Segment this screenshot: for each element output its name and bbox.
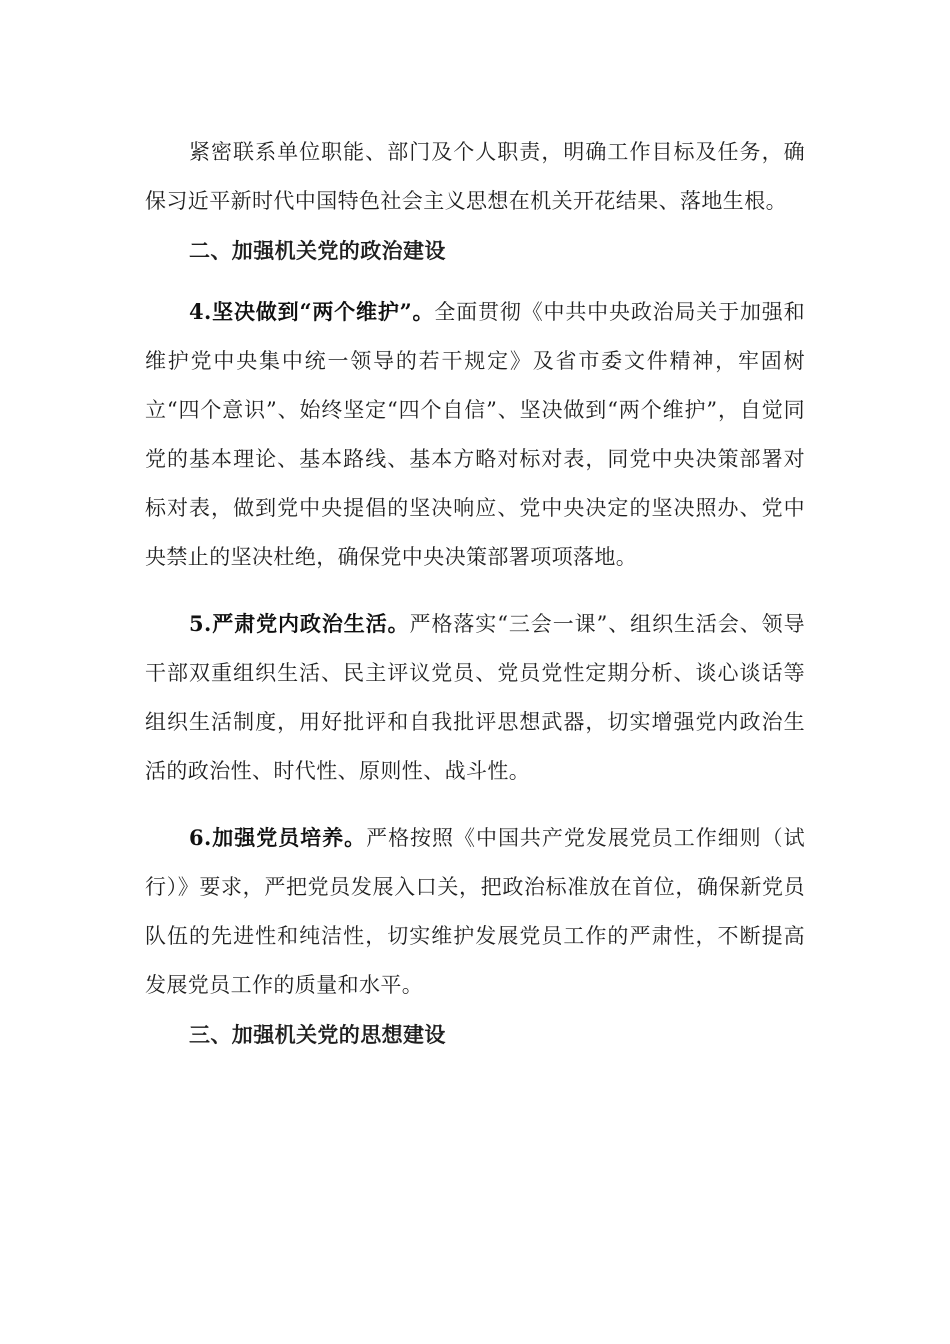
paragraph-item-6 xyxy=(145,813,805,1010)
paragraph-item-4 xyxy=(145,287,805,582)
section-heading-political: 二、加强机关党的政治建设 xyxy=(189,238,446,263)
item-5-body: 严格落实“三会一课”、组织生活会、领导干部双重组织生活、民主评议党员、党员党性定期分析、谈心谈话等组织生活制度，用好批评和自我批评思想武器，切实增强党内政治生活的政治性、时代性、原则性、战斗性。 xyxy=(145,612,805,783)
item-5-lead: 5.严肃党内政治生活。 xyxy=(189,611,410,636)
item-4-lead: 4.坚决做到“两个维护”。 xyxy=(189,299,435,324)
document-body xyxy=(145,128,805,1059)
item-4-body: 全面贯彻《中共中央政治局关于加强和维护党中央集中统一领导的若干规定》及省市委文件精神，牢固树立“四个意识”、始终坚定“四个自信”、坚决做到“两个维护”，自觉同党的基本理论、基本路线、基本方略对标对表，同党中央决策部署对标对表，做到党中央提倡的坚决响应、党中央决定的坚决照办、党中央禁止的坚决杜绝，确保党中央决策部署项项落地。 xyxy=(145,300,805,569)
paragraph-item-5 xyxy=(145,599,805,796)
paragraph-intro: 紧密联系单位职能、部门及个人职责，明确工作目标及任务，确保习近平新时代中国特色社会主义思想在机关开花结果、落地生根。 xyxy=(145,140,805,213)
item-6-lead: 6.加强党员培养。 xyxy=(189,825,367,850)
item-6-body: 严格按照《中国共产党发展党员工作细则（试行）》要求，严把党员发展入口关，把政治标准放在首位，确保新党员队伍的先进性和纯洁性，切实维护发展党员工作的严肃性，不断提高发展党员工作的质量和水平。 xyxy=(145,826,805,997)
section-heading-ideological: 三、加强机关党的思想建设 xyxy=(189,1022,446,1047)
